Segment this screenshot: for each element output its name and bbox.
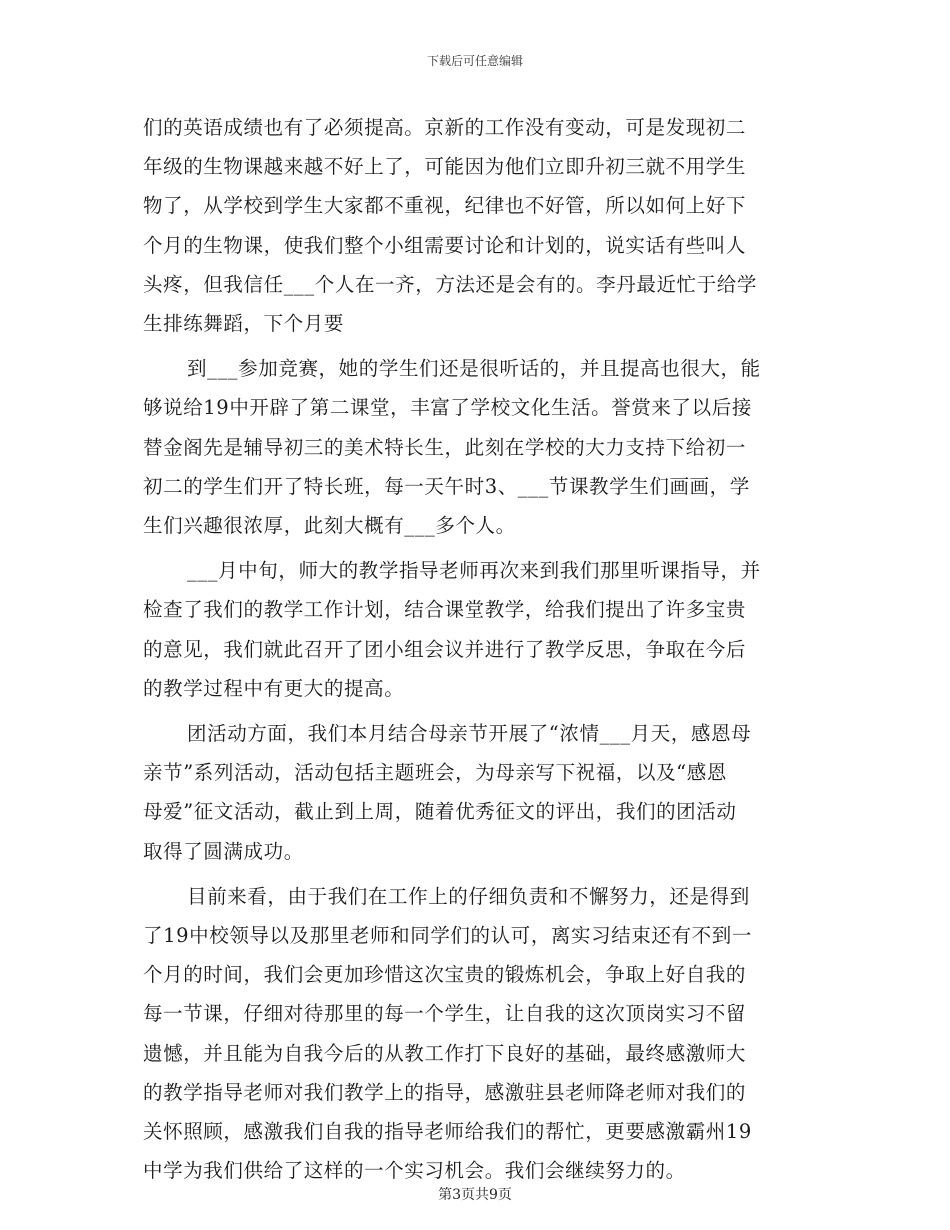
text-line: 亲节”系列活动，活动包括主题班会，为母亲写下祝福，以及“感恩: [143, 761, 727, 785]
text-line: 团活动方面，我们本月结合母亲节开展了“浓情___月天，感恩母: [187, 722, 752, 746]
text-line: 了19中校领导以及那里老师和同学们的认可，离实习结束还有不到一: [143, 924, 752, 948]
text-line: 中学为我们供给了这样的一个实习机会。我们会继续努力的。: [143, 1159, 686, 1183]
text-line: 的教学指导老师对我们教学上的指导，感激驻县老师降老师对我们的: [143, 1080, 747, 1104]
text-line: 关怀照顾，感激我们自我的指导老师给我们的帮忙，更要感激霸州19: [143, 1120, 752, 1144]
text-line: 取得了圆满成功。: [143, 839, 304, 863]
text-line: 检查了我们的教学工作计划，结合课堂教学，给我们提出了许多宝贵: [143, 598, 747, 622]
text-line: 年级的生物课越来越不好上了，可能因为他们立即升初三就不用学生: [143, 155, 747, 179]
paragraph-2: [143, 349, 808, 545]
text-line: 到___参加竞赛，她的学生们还是很听话的，并且提高也很大，能: [187, 357, 761, 381]
text-line: 的教学过程中有更大的提高。: [143, 676, 405, 700]
text-line: 够说给19中开辟了第二课堂，丰富了学校文化生活。誉赏来了以后接: [143, 396, 752, 420]
text-line: 头疼，但我信任___个人在一齐，方法还是会有的。李丹最近忙于给学: [143, 272, 757, 296]
page-number: 第3页共9页: [438, 1187, 512, 1203]
text-line: 的意见，我们就此召开了团小组会议并进行了教学反思，争取在今后: [143, 637, 747, 661]
text-line: 生排练舞蹈，下个月要: [143, 312, 345, 336]
paragraph-5: [143, 877, 808, 1191]
text-line: 生们兴趣很浓厚，此刻大概有___多个人。: [143, 514, 516, 538]
text-line: 目前来看，由于我们在工作上的仔细负责和不懈努力，还是得到: [187, 884, 750, 908]
text-line: 母爱”征文活动，截止到上周，随着优秀征文的评出，我们的团活动: [143, 800, 737, 824]
text-line: 个月的生物课，使我们整个小组需要讨论和计划的，说实话有些叫人: [143, 233, 747, 257]
text-line: 物了，从学校到学生大家都不重视，纪律也不好管，所以如何上好下: [143, 194, 747, 218]
paragraph-4: [143, 714, 808, 871]
text-line: 初二的学生们开了特长班，每一天午时3、___节课教学生们画画，学: [143, 474, 750, 498]
text-line: ___月中旬，师大的教学指导老师再次来到我们那里听课指导，并: [187, 559, 761, 583]
text-line: 遗憾，并且能为自我今后的从教工作打下良好的基础，最终感激师大: [143, 1041, 747, 1065]
text-line: 替金阁先是辅导初三的美术特长生，此刻在学校的大力支持下给初一: [143, 435, 747, 459]
document-body: [143, 108, 808, 1190]
page-header: 下载后可任意编辑: [426, 54, 523, 68]
text-line: 们的英语成绩也有了必须提高。京新的工作没有变动，可是发现初二: [143, 116, 747, 139]
text-line: 每一节课，仔细对待那里的每一个学生，让自我的这次顶岗实习不留: [143, 1002, 747, 1026]
paragraph-1: [143, 108, 808, 343]
paragraph-3: [143, 551, 808, 708]
text-line: 个月的时间，我们会更加珍惜这次宝贵的锻炼机会，争取上好自我的: [143, 963, 747, 987]
